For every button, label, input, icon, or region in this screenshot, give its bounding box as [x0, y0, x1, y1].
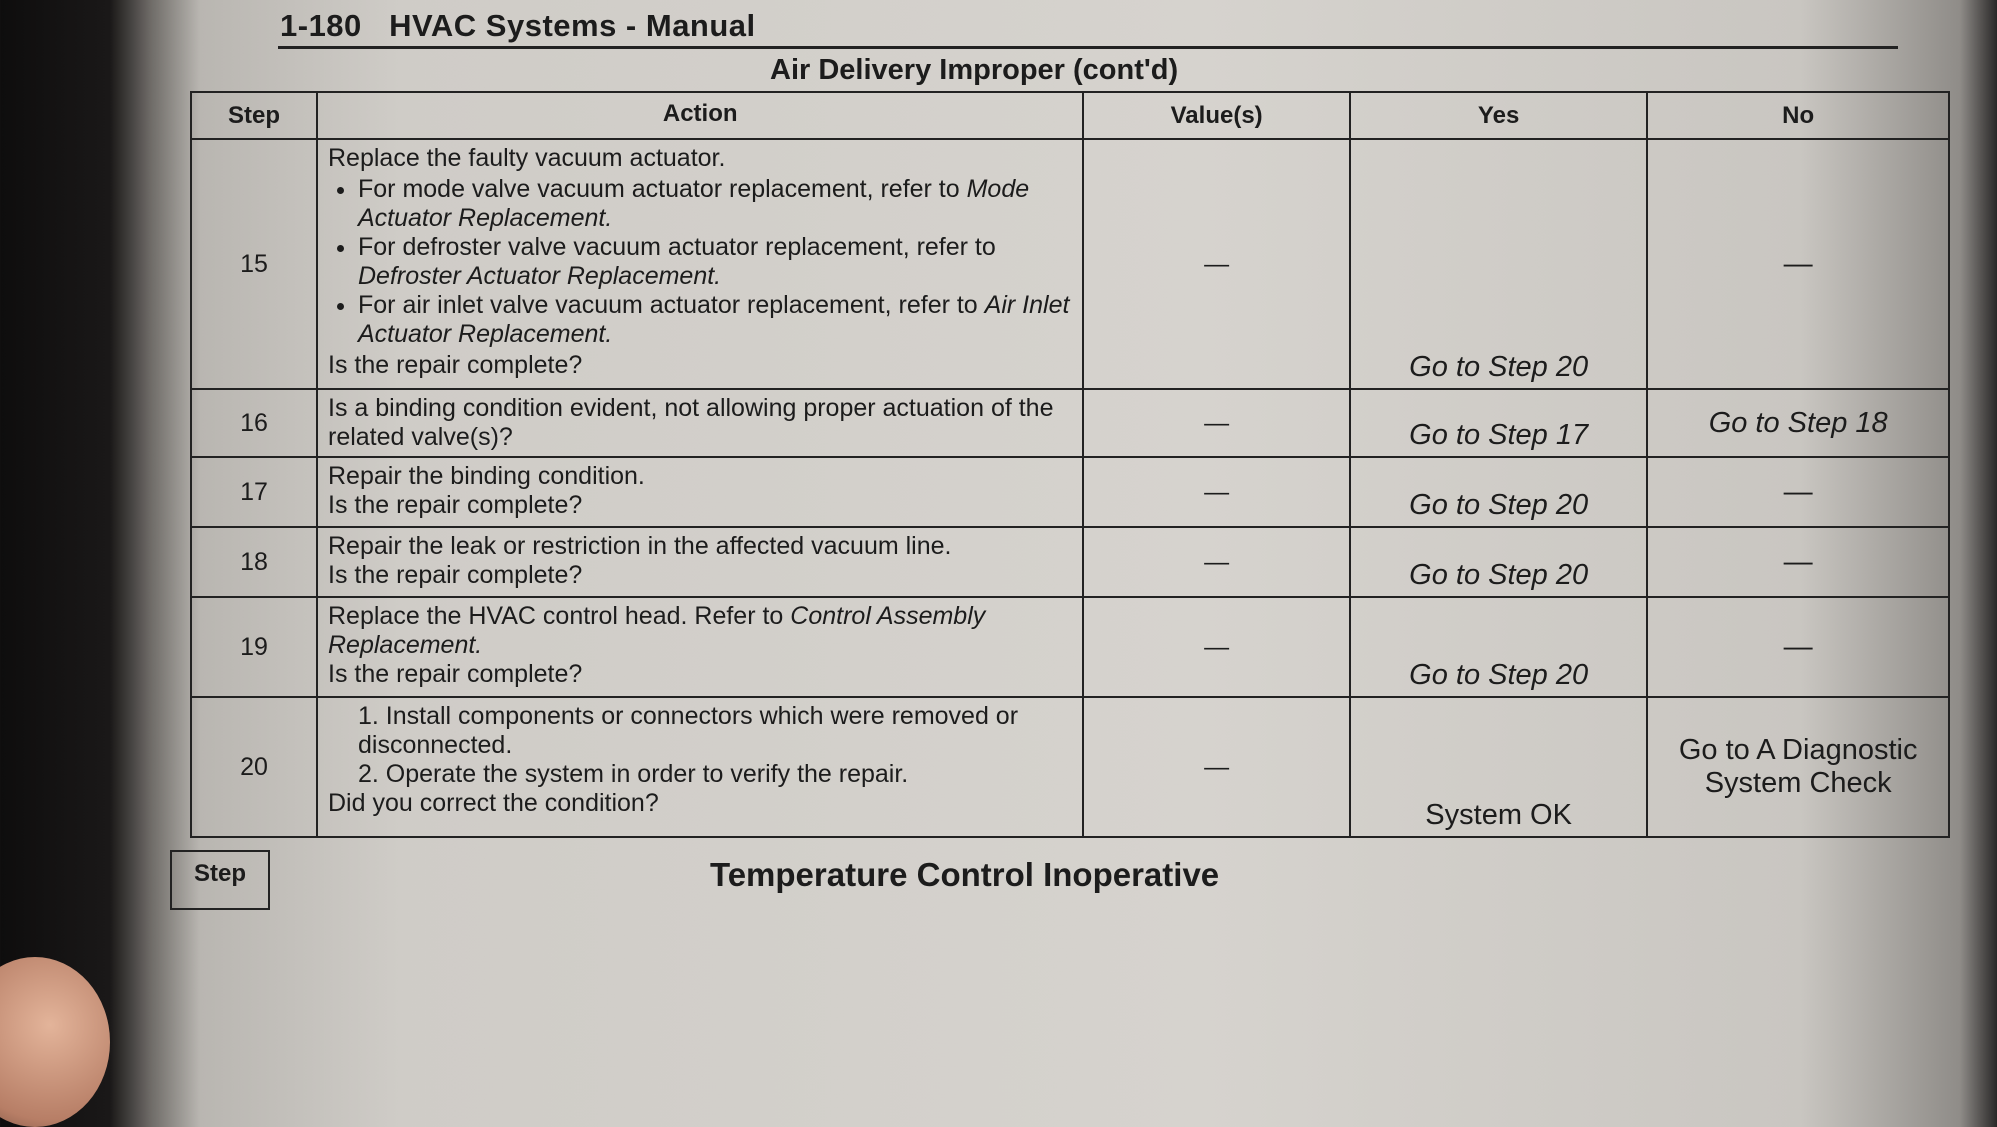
column-header-action: Action — [317, 92, 1083, 139]
question-text: Is the repair complete? — [328, 561, 583, 589]
table-row — [191, 697, 1949, 837]
table-row — [191, 139, 1949, 389]
question-text: Is the repair complete? — [328, 491, 583, 519]
step-number: 20 — [191, 697, 317, 837]
step-number: 18 — [191, 527, 317, 597]
table-row — [191, 597, 1949, 697]
step-number: 15 — [191, 139, 317, 389]
action-cell — [317, 527, 1083, 597]
question-text: Is the repair complete? — [328, 660, 583, 688]
step-number: 17 — [191, 457, 317, 527]
table-row — [191, 457, 1949, 527]
column-header-values: Value(s) — [1083, 92, 1349, 139]
bullet-text: For defroster valve vacuum actuator replacement, refer to — [358, 233, 996, 261]
table-row — [191, 527, 1949, 597]
value-cell: — — [1083, 527, 1349, 597]
table-header-row — [191, 92, 1949, 139]
value-cell: — — [1083, 389, 1349, 457]
next-table-title: Temperature Control Inoperative — [710, 856, 1220, 893]
column-header-no: No — [1647, 92, 1949, 139]
numbered-item: 1. Install components or connectors which were removed or disconnected. — [358, 702, 1019, 759]
yes-cell: System OK — [1350, 697, 1647, 837]
value-cell: — — [1083, 597, 1349, 697]
yes-cell: Go to Step 20 — [1350, 597, 1647, 697]
no-cell: — — [1647, 139, 1949, 389]
action-text: Replace the faulty vacuum actuator. — [328, 144, 726, 172]
action-cell — [317, 457, 1083, 527]
no-cell: — — [1647, 457, 1949, 527]
next-table-step-header: Step — [170, 850, 270, 910]
action-cell: Is a binding condition evident, not allowing proper actuation of the related valve(s)? — [317, 389, 1083, 457]
bullet-text: For air inlet valve vacuum actuator replacement, refer to — [358, 291, 985, 319]
yes-cell: Go to Step 17 — [1350, 389, 1647, 457]
column-header-yes: Yes — [1350, 92, 1647, 139]
list-item — [358, 175, 1072, 233]
thumb — [0, 957, 110, 1127]
yes-cell: Go to Step 20 — [1350, 139, 1647, 389]
table-row — [191, 389, 1949, 457]
column-header-step: Step — [191, 92, 317, 139]
yes-cell: Go to Step 20 — [1350, 457, 1647, 527]
value-cell: — — [1083, 139, 1349, 389]
question-text: Did you correct the condition? — [328, 789, 659, 817]
no-cell: Go to A Diagnostic System Check — [1647, 697, 1949, 837]
section-title: HVAC Systems - Manual — [389, 8, 756, 43]
bullet-list — [358, 175, 1072, 349]
manual-page — [190, 8, 1950, 910]
diagnostic-table — [190, 91, 1950, 838]
no-cell: Go to Step 18 — [1647, 389, 1949, 457]
value-cell: — — [1083, 697, 1349, 837]
reference-link: Air Inlet Actuator Replacement. — [358, 291, 1070, 348]
numbered-item: 2. Operate the system in order to verify the repair. — [358, 760, 909, 788]
no-cell: — — [1647, 597, 1949, 697]
action-text: Repair the binding condition. — [328, 462, 645, 490]
yes-cell: Go to Step 20 — [1350, 527, 1647, 597]
value-cell: — — [1083, 457, 1349, 527]
step-number: 16 — [191, 389, 317, 457]
page-reference: 1-180 — [280, 8, 362, 43]
action-text: Repair the leak or restriction in the affected vacuum line. — [328, 532, 952, 560]
header-rule — [278, 46, 1898, 49]
step-number: 19 — [191, 597, 317, 697]
list-item — [358, 291, 1072, 349]
action-cell — [317, 697, 1083, 837]
no-cell: — — [1647, 527, 1949, 597]
action-text: Replace the HVAC control head. Refer to — [328, 602, 791, 630]
reference-link: Control Assembly Replacement. — [328, 602, 986, 659]
action-cell — [317, 139, 1083, 389]
reference-link: Mode Actuator Replacement. — [358, 175, 1030, 232]
running-header — [280, 8, 1950, 44]
reference-link: Defroster Actuator Replacement. — [358, 262, 722, 290]
bullet-text: For mode valve vacuum actuator replacement, refer to — [358, 175, 967, 203]
question-text: Is the repair complete? — [328, 351, 583, 379]
list-item — [358, 233, 1072, 291]
next-table — [170, 850, 1950, 910]
action-cell — [317, 597, 1083, 697]
table-title: Air Delivery Improper (cont'd) — [770, 54, 1179, 86]
